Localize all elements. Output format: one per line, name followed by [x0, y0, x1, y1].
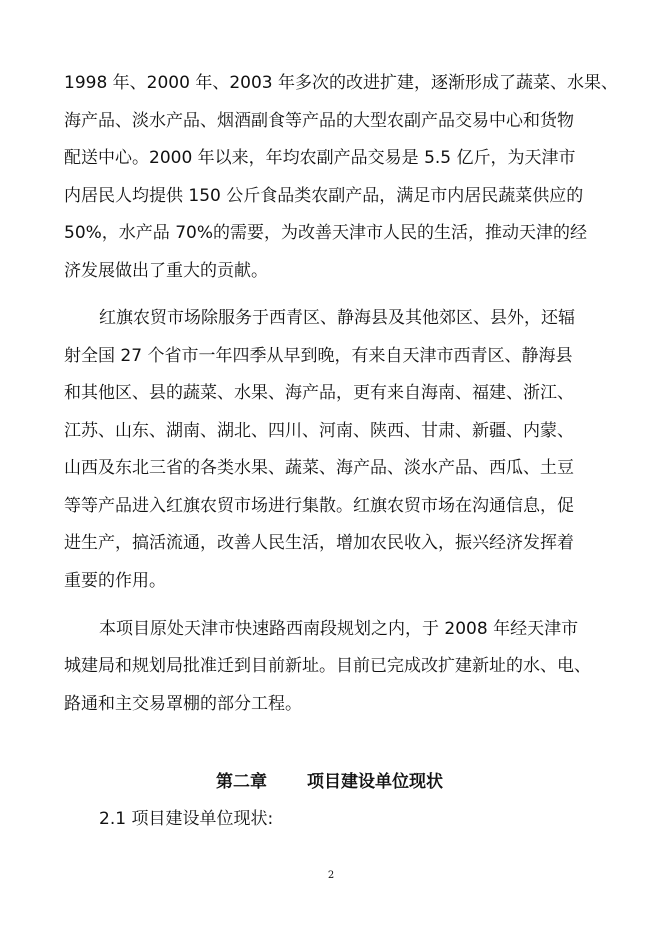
paragraph-2-line-3: 和其他区、县的蔬菜、水果、海产品，更有来自海南、福建、浙江、 [64, 383, 574, 403]
paragraph-3-line-2: 城建局和规划局批准迁到目前新址。目前已完成改扩建新址的水、电、 [64, 656, 591, 676]
paragraph-3-line-1: 本项目原处天津市快速路西南段规划之内，于 2008 年经天津市 [99, 619, 579, 639]
paragraph-2-line-6: 等等产品进入红旗农贸市场进行集散。红旗农贸市场在沟通信息，促 [64, 496, 574, 516]
paragraph-1-line-5: 50%，水产品 70%的需要，为改善天津市人民的生活，推动天津的经 [64, 223, 587, 243]
paragraph-1-line-2: 海产品、淡水产品、烟酒副食等产品的大型农副产品交易中心和货物 [64, 111, 574, 131]
paragraph-1-line-6: 济发展做出了重大的贡献。 [64, 261, 268, 281]
page-number: 2 [327, 870, 335, 881]
paragraph-2-line-1: 红旗农贸市场除服务于西青区、静海县及其他郊区、县外，还辐 [99, 308, 575, 328]
chapter-heading [216, 770, 443, 794]
paragraph-3-line-3: 路通和主交易罩棚的部分工程。 [64, 694, 302, 714]
paragraph-1-line-4: 内居民人均提供 150 公斤食品类农副产品，满足市内居民蔬菜供应的 [64, 186, 584, 206]
paragraph-2-line-8: 重要的作用。 [64, 571, 166, 591]
paragraph-2-line-5: 山西及东北三省的各类水果、蔬菜、海产品、淡水产品、西瓜、土豆 [64, 458, 574, 478]
paragraph-2-line-7: 进生产，搞活流通，改善人民生活，增加农民收入，振兴经济发挥着 [64, 533, 574, 553]
paragraph-1-line-1: 1998 年、2000 年、2003 年多次的改进扩建，逐渐形成了蔬菜、水果、 [64, 73, 619, 93]
chapter-number: 第二章 [216, 772, 267, 792]
chapter-title: 项目建设单位现状 [307, 772, 443, 792]
paragraph-2-line-4: 江苏、山东、湖南、湖北、四川、河南、陕西、甘肃、新疆、内蒙、 [64, 421, 574, 441]
paragraph-2-line-2: 射全国 27 个省市一年四季从早到晚，有来自天津市西青区、静海县 [64, 346, 573, 366]
paragraph-1-line-3: 配送中心。2000 年以来，年均农副产品交易是 5.5 亿斤，为天津市 [64, 148, 576, 168]
section-heading: 2.1 项目建设单位现状: [99, 809, 274, 829]
